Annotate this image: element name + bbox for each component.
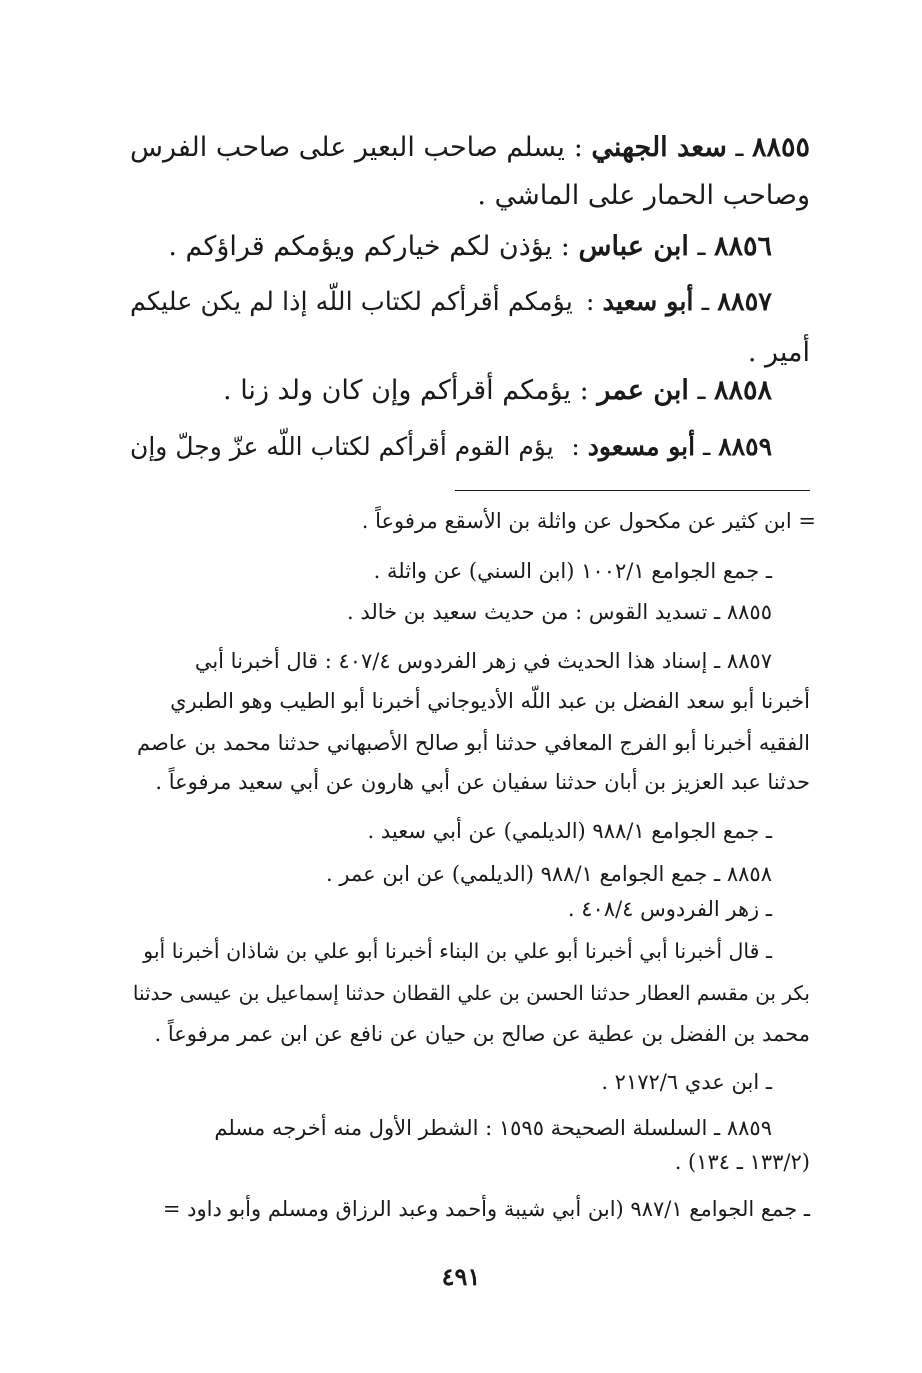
footnote-line: ـ جمع الجوامع ٩٨٨/١ (الديلمي) عن أبي سعيد .: [367, 819, 772, 843]
footnote-line: ٨٨٥٩ ـ السلسلة الصحيحة ١٥٩٥ : الشطر الأول منه أخرجه مسلم: [214, 1116, 772, 1140]
entry-8855-head: ٨٨٥٥ ـ سعد الجهني :: [565, 132, 810, 163]
footnote-line: (١٣٣/٢ ـ ١٣٤) .: [674, 1150, 810, 1174]
footnote-line: أخبرنا أبو سعد الفضل بن عبد اللّه الأديوجاني أخبرنا أبو الطيب وهو الطبري: [170, 689, 810, 713]
page-number: ٤٩١: [441, 1262, 481, 1291]
entry-8859-text: يؤم القوم أقرأكم لكتاب اللّه عزّ وجلّ وإن: [130, 432, 554, 461]
entry-8858-narrator: ابن عمر: [597, 375, 689, 406]
footnote-line: الفقيه أخبرنا أبو الفرج المعافي حدثنا أبو صالح الأصبهاني حدثنا محمد بن عاصم: [137, 731, 810, 755]
footnote-fragment: ٨٨٥٧ ـ إسناد هذا الحديث في زهر الفردوس ٤٠٧/٤ : قال أخبرنا أبي: [194, 649, 772, 673]
entry-8855-line2: وصاحب الحمار على الماشي .: [477, 180, 810, 211]
entry-8859-narrator: أبو مسعود: [587, 432, 696, 461]
entry-8858: ٨٨٥٨ ـ ابن عمر : يؤمكم أقرأكم وإن كان ولد زنا .: [223, 375, 772, 406]
entry-8856-number: ٨٨٥٦: [713, 231, 772, 262]
entry-8856-narrator: ابن عباس: [578, 231, 689, 262]
footnote-line: محمد بن الفضل بن عطية عن صالح بن حيان عن نافع عن ابن عمر مرفوعاً .: [154, 1022, 810, 1046]
entry-8857-text: يؤمكم أقرأكم لكتاب اللّه إذا لم يكن عليكم: [130, 287, 573, 317]
entry-8859-head: ٨٨٥٩ ـ أبو مسعود :: [563, 432, 772, 461]
footnote-line: ـ قال أخبرنا أبي أخبرنا أبو علي بن البناء أخبرنا أبو علي بن شاذان أخبرنا أبو: [143, 939, 772, 963]
entry-8855-narrator: سعد الجهني: [591, 132, 727, 163]
entry-8855-number: ٨٨٥٥: [751, 132, 810, 163]
entry-8855-line1: [130, 134, 810, 161]
entry-8858-text: يؤمكم أقرأكم وإن كان ولد زنا .: [223, 375, 572, 406]
entry-8855-text: يسلم صاحب البعير على صاحب الفرس: [130, 132, 565, 163]
footnote-line: حدثنا عبد العزيز بن أبان حدثنا سفيان عن أبي هارون عن أبي سعيد مرفوعاً .: [155, 770, 810, 794]
entry-8856: ٨٨٥٦ ـ ابن عباس : يؤذن لكم خياركم ويؤمكم قراؤكم .: [168, 231, 772, 262]
footnote-line: ـ جمع الجوامع ٩٨٧/١ (ابن أبي شيبة وأحمد وعبد الرزاق ومسلم وأبو داود =: [162, 1197, 810, 1221]
footnote-separator: [455, 490, 810, 491]
entry-8857-head: ٨٨٥٧ ـ أبو سعيد :: [577, 287, 772, 317]
footnote-line: ـ زهر الفردوس ٤٠٨/٤ .: [567, 897, 772, 921]
entry-8857-narrator: أبو سعيد: [602, 287, 694, 317]
entry-8857-line1: [130, 287, 772, 317]
entry-8859-number: ٨٨٥٩: [718, 432, 772, 461]
entry-8856-text: يؤذن لكم خياركم ويؤمكم قراؤكم .: [168, 231, 553, 262]
footnote-line: ـ جمع الجوامع ١٠٠٢/١ (ابن السني) عن واثلة .: [373, 559, 772, 583]
entry-8858-number: ٨٨٥٨: [713, 375, 772, 406]
footnote-line: ٨٨٥٨ ـ جمع الجوامع ٩٨٨/١ (الديلمي) عن ابن عمر .: [326, 862, 772, 886]
footnote-line: بكر بن مقسم العطار حدثنا الحسن بن علي القطان حدثنا إسماعيل بن عيسى حدثنا: [132, 981, 810, 1005]
footnote-line: ـ ابن عدي ٢١٧٢/٦ .: [601, 1070, 772, 1094]
entry-8857-number: ٨٨٥٧: [717, 287, 772, 317]
footnote-line: ٨٨٥٥ ـ تسديد القوس : من حديث سعيد بن خالد .: [346, 600, 772, 624]
entry-8859-line1: [130, 434, 772, 459]
footnote-line: [130, 651, 772, 672]
entry-8857-line2: أمير .: [747, 337, 810, 368]
footnote-line: = ابن كثير عن مكحول عن واثلة بن الأسقع مرفوعاً .: [361, 509, 816, 533]
